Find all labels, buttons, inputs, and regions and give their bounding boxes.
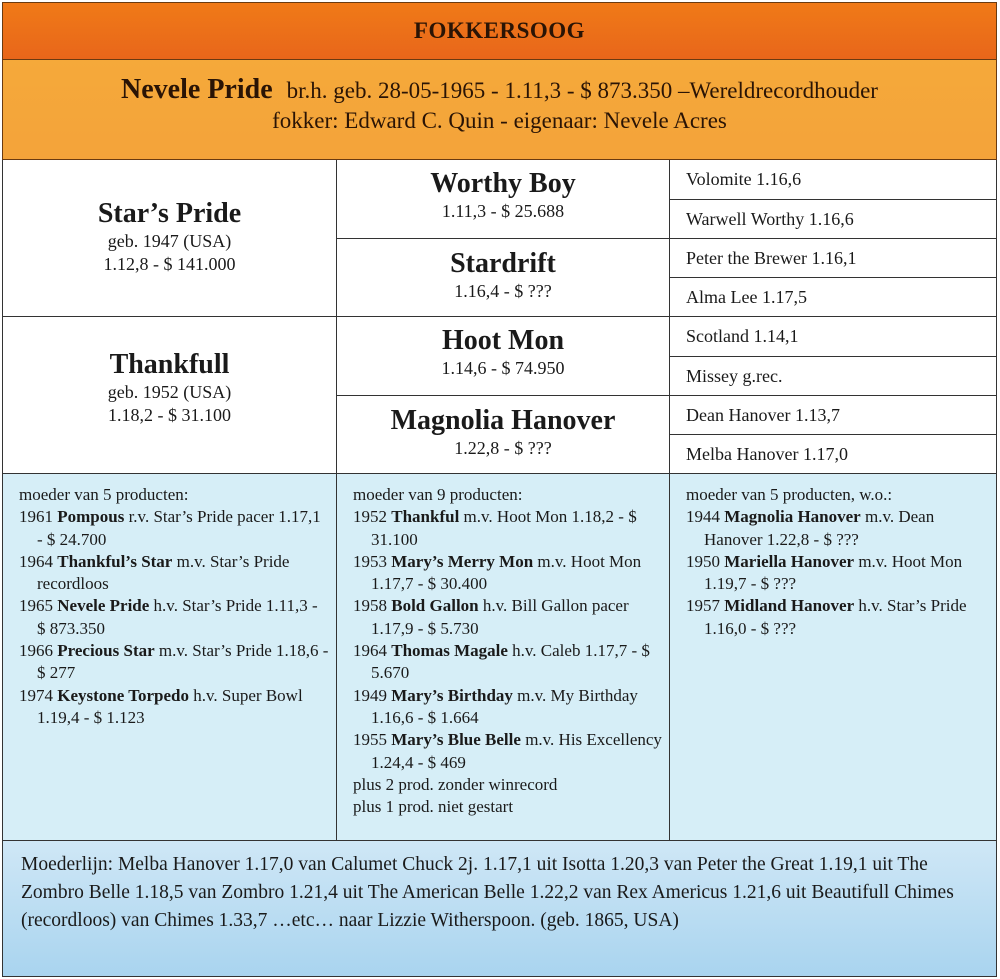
product-entry <box>19 640 330 685</box>
products-footer: plus 2 prod. zonder winrecord <box>353 774 558 794</box>
g2-cell <box>337 239 670 317</box>
horse-header-line1 <box>3 74 996 106</box>
product-year: 1953 <box>353 551 387 571</box>
g3-cell: Dean Hanover 1.13,7 <box>670 396 997 435</box>
product-name: Thomas Magale <box>391 641 508 661</box>
product-name: Midland Hanover <box>724 596 855 616</box>
damdam-name: Thankfull <box>109 349 230 380</box>
product-entry <box>686 551 992 596</box>
g2-name: Worthy Boy <box>430 168 576 199</box>
product-year: 1966 <box>19 641 53 661</box>
product-name: Pompous <box>57 507 125 527</box>
dam-cell <box>3 160 337 317</box>
product-year: 1964 <box>353 641 387 661</box>
product-entry <box>686 506 992 551</box>
dam-name: Star’s Pride <box>97 198 242 229</box>
damdam-birth: geb. 1952 (USA) <box>107 382 232 402</box>
g2-name: Hoot Mon <box>441 325 565 356</box>
product-year: 1944 <box>686 507 720 527</box>
pedigree-grid <box>2 160 997 474</box>
product-name: Thankful’s Star <box>57 551 173 571</box>
g2-cell <box>337 396 670 474</box>
horse-info: br.h. geb. 28-05-1965 - 1.11,3 - $ 873.350 –Wereldrecordhouder <box>286 78 878 103</box>
product-name: Mariella Hanover <box>724 551 855 571</box>
products-header: moeder van 5 producten: <box>19 485 189 504</box>
product-entry <box>353 595 663 640</box>
product-year: 1957 <box>686 596 720 616</box>
g2-record: 1.16,4 - $ ??? <box>454 281 552 301</box>
product-year: 1950 <box>686 551 720 571</box>
products-section <box>2 474 997 841</box>
product-name: Mary’s Merry Mon <box>391 551 534 571</box>
product-year: 1952 <box>353 507 387 527</box>
product-name: Thankful <box>391 507 460 527</box>
g3-cell: Warwell Worthy 1.16,6 <box>670 200 997 239</box>
product-desc: m.v. Hoot Mon 1.19,7 - $ ??? <box>704 551 963 594</box>
product-entry <box>19 551 330 596</box>
product-entry <box>19 685 330 730</box>
horse-header <box>2 60 997 160</box>
g2-record: 1.14,6 - $ 74.950 <box>441 358 565 378</box>
g2-cell <box>337 160 670 239</box>
product-entry <box>353 640 663 685</box>
page-title: FOKKERSOOG <box>2 2 997 60</box>
product-entry <box>353 506 663 551</box>
g3-cell: Melba Hanover 1.17,0 <box>686 444 848 464</box>
product-year: 1965 <box>19 596 53 616</box>
product-year: 1958 <box>353 596 387 616</box>
products-column-damdam <box>337 474 670 840</box>
products-header: moeder van 9 producten: <box>353 485 523 504</box>
g2-record: 1.11,3 - $ 25.688 <box>441 201 565 221</box>
product-year: 1955 <box>353 730 387 750</box>
horse-name: Nevele Pride <box>121 74 273 105</box>
product-name: Nevele Pride <box>57 596 150 616</box>
product-name: Bold Gallon <box>391 596 479 616</box>
product-desc: m.v. Star’s Pride recordloos <box>37 551 290 594</box>
g3-cell: Scotland 1.14,1 <box>670 317 997 357</box>
product-name: Mary’s Blue Belle <box>391 730 521 750</box>
product-name: Keystone Torpedo <box>57 685 190 705</box>
product-entry <box>686 595 992 640</box>
dam-birth: geb. 1947 (USA) <box>107 231 232 251</box>
products-column-g2 <box>670 474 998 840</box>
product-year: 1974 <box>19 685 53 705</box>
g3-cell: Alma Lee 1.17,5 <box>670 278 997 317</box>
product-desc: m.v. Dean Hanover 1.22,8 - $ ??? <box>704 507 935 549</box>
product-desc: r.v. Star’s Pride pacer 1.17,1 - $ 24.700 <box>37 507 321 549</box>
product-name: Mary’s Birthday <box>391 685 513 705</box>
g3-cell: Missey g.rec. <box>670 357 997 396</box>
product-desc: m.v. His Excellency 1.24,4 - $ 469 <box>371 730 662 772</box>
damdam-record: 1.18,2 - $ 31.100 <box>108 405 231 425</box>
g2-cell <box>337 317 670 396</box>
dam-record: 1.12,8 - $ 141.000 <box>103 254 236 274</box>
product-name: Magnolia Hanover <box>724 507 861 527</box>
product-desc: m.v. Hoot Mon 1.18,2 - $ 31.100 <box>371 507 637 549</box>
damdam-cell <box>3 317 337 474</box>
product-desc: h.v. Star’s Pride 1.11,3 - $ 873.350 <box>37 596 318 638</box>
product-year: 1949 <box>353 685 387 705</box>
products-header: moeder van 5 producten, w.o.: <box>686 485 893 504</box>
product-desc: h.v. Bill Gallon pacer 1.17,9 - $ 5.730 <box>371 596 629 638</box>
g3-cell: Peter the Brewer 1.16,1 <box>670 239 997 278</box>
breeder-owner: fokker: Edward C. Quin - eigenaar: Nevele Acres <box>272 108 727 133</box>
product-desc: h.v. Star’s Pride 1.16,0 - $ ??? <box>704 596 967 638</box>
product-year: 1964 <box>19 551 53 571</box>
g2-name: Stardrift <box>450 248 556 279</box>
product-entry <box>353 729 663 774</box>
product-entry <box>19 595 330 640</box>
products-footer: plus 1 prod. niet gestart <box>353 797 514 817</box>
g2-name: Magnolia Hanover <box>390 405 616 436</box>
g2-record: 1.22,8 - $ ??? <box>454 438 552 458</box>
product-entry <box>353 685 663 730</box>
product-entry <box>19 506 330 551</box>
product-desc: m.v. Hoot Mon 1.17,7 - $ 30.400 <box>371 551 642 594</box>
product-desc: m.v. My Birthday 1.16,6 - $ 1.664 <box>371 685 638 727</box>
g3-cell: Volomite 1.16,6 <box>670 160 997 200</box>
motherline-text: Moederlijn: Melba Hanover 1.17,0 van Calumet Chuck 2j. 1.17,1 uit Isotta 1.20,3 van Peter the Great 1.19,1 uit The Zombro Belle 1.18,5 van Zombro 1.21,4 uit The American Belle 1.22,2 van Rex Americus 1.21,6 uit Beautifull Chimes (recordloos) van Chimes 1.33,7 …etc… naar Lizzie Witherspoon. (geb. 1865, USA) <box>2 841 997 977</box>
product-desc: h.v. Caleb 1.17,7 - $ 5.670 <box>371 641 650 683</box>
product-desc: h.v. Super Bowl 1.19,4 - $ 1.123 <box>37 685 303 727</box>
product-name: Precious Star <box>57 641 155 661</box>
product-year: 1961 <box>19 507 53 527</box>
products-column-dam <box>3 474 337 840</box>
product-entry <box>353 551 663 596</box>
product-desc: m.v. Star’s Pride 1.18,6 - $ 277 <box>37 641 329 683</box>
